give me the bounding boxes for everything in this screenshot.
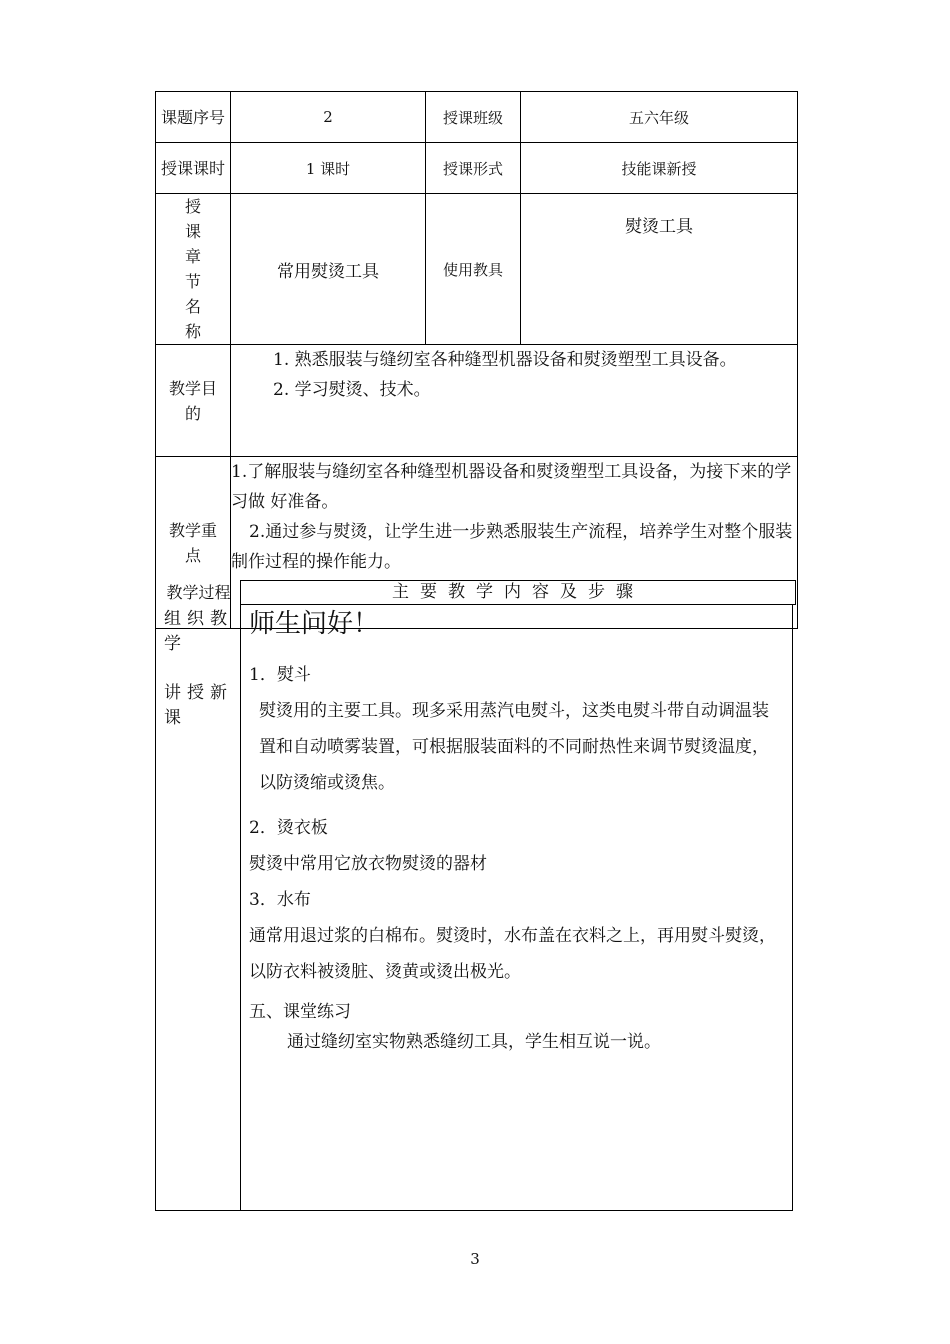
label-key-points: 教学重点: [156, 457, 231, 629]
label-class: 授课班级: [426, 92, 521, 143]
section-text: 熨烫中常用它放衣物熨烫的器材: [249, 854, 487, 874]
section-text: 通过缝纫室实物熟悉缝纫工具，学生相互说一说。: [287, 1032, 661, 1052]
key-point-item: 2.通过参与熨烫，让学生进一步熟悉服装生产流程，培养学生对整个服装制作过程的操作能力。: [231, 522, 793, 572]
label-hours: 授课课时: [156, 143, 231, 194]
section-text: 通常用退过浆的白棉布。熨烫时，水布盖在衣料之上，再用熨斗熨烫，以防衣料被烫脏、烫黄或烫出极光。: [249, 926, 776, 982]
label-lesson-number: 课题序号: [156, 92, 231, 143]
side-label-organize: 组织教学: [164, 609, 233, 654]
table-row: [156, 345, 798, 457]
value-hours: 1 课时: [231, 143, 426, 194]
value-class: 五六年级: [521, 92, 798, 143]
value-lesson-number: 2: [231, 92, 426, 143]
label-teaching-aids: 使用教具: [426, 194, 521, 345]
section-heading: 2．烫衣板: [249, 818, 328, 838]
value-teaching-aids: 熨烫工具: [521, 194, 798, 345]
value-form: 技能课新授: [521, 143, 798, 194]
column-divider: [240, 605, 241, 1210]
objective-item: 2. 学习熨烫、技术。: [273, 380, 431, 400]
section-heading: 五、课堂练习: [249, 1002, 351, 1022]
key-point-item: 1.了解服装与缝纫室各种缝型机器设备和熨烫塑型工具设备，为接下来的学习做 好准备。: [231, 462, 792, 512]
objective-item: 1. 熟悉服装与缝纫室各种缝型机器设备和熨烫塑型工具设备。: [273, 350, 737, 370]
label-form: 授课形式: [426, 143, 521, 194]
section-heading: 1．熨斗: [249, 665, 311, 685]
side-label-new-lesson: 讲授新课: [164, 683, 233, 728]
greeting: 师生问好！: [249, 609, 380, 639]
lesson-info-table: [155, 91, 798, 629]
process-main-content: [249, 605, 784, 1054]
process-content-box: [155, 605, 793, 1211]
label-chapter-name: 授课章节名称: [156, 194, 231, 345]
process-header-right: 主要教学内容及步骤: [240, 580, 796, 605]
table-row: [156, 194, 798, 345]
section-text: 熨烫用的主要工具。现多采用蒸汽电熨斗，这类电熨斗带自动调温装置和自动喷雾装置，可根据服装面料的不同耐热性来调节熨烫温度，以防烫缩或烫焦。: [259, 701, 769, 793]
process-header-left: 教学过程: [155, 580, 241, 605]
table-row: [156, 143, 798, 194]
section-heading: 3．水布: [249, 890, 311, 910]
table-row: [156, 92, 798, 143]
page-number: 3: [470, 1250, 480, 1268]
objectives-cell: [231, 345, 798, 457]
value-chapter-name: 常用熨烫工具: [231, 194, 426, 345]
label-objectives: 教学目的: [156, 345, 231, 457]
